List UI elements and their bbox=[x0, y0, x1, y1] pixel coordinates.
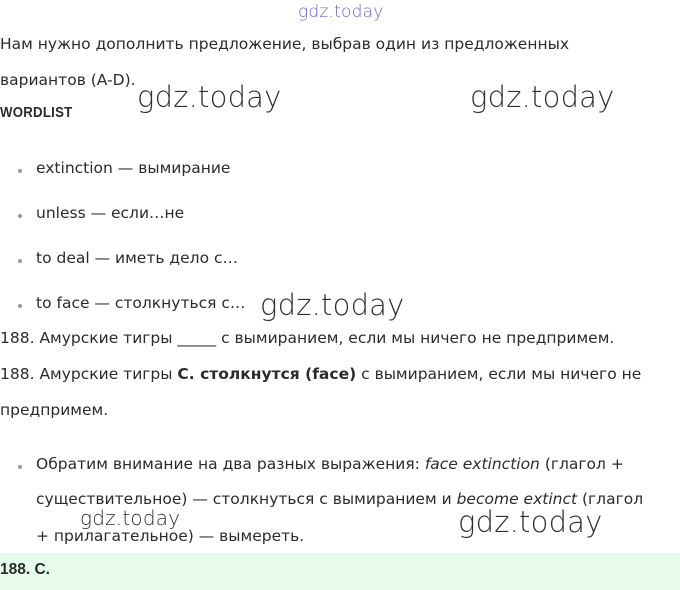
bullet-icon bbox=[18, 304, 22, 308]
answer-text: 188. C. bbox=[0, 561, 50, 578]
task-question: 188. Амурские тигры _____ с вымиранием, если мы ничего не предпримем. bbox=[0, 329, 615, 347]
bullet-icon bbox=[18, 214, 22, 218]
note-text: (глагол bbox=[577, 490, 644, 508]
wordlist-item: to deal — иметь дело с… bbox=[36, 249, 239, 267]
note-text: (глагол + bbox=[539, 455, 624, 473]
note-line-3: + прилагательное) — вымереть. bbox=[36, 527, 305, 545]
solution-prefix: 188. Амурские тигры bbox=[0, 365, 178, 383]
note-line-1 bbox=[36, 455, 624, 473]
wordlist-item: extinction — вымирание bbox=[36, 159, 231, 177]
note-expression: become extinct bbox=[456, 490, 578, 508]
intro-line-1: Нам нужно дополнить предложение, выбрав один из предложенных bbox=[0, 35, 570, 53]
answer-box bbox=[0, 553, 680, 590]
solution-answer: C. столкнутся (face) bbox=[177, 365, 357, 383]
task-solution-line-2: предпримем. bbox=[0, 401, 109, 419]
watermark: gdz.today bbox=[260, 288, 405, 322]
solution-suffix: с вымиранием, если мы ничего не bbox=[356, 365, 642, 383]
bullet-icon bbox=[18, 465, 22, 469]
bullet-icon bbox=[18, 259, 22, 263]
watermark: gdz.today bbox=[470, 80, 615, 114]
note-text: существительное) — столкнуться с вымиранием и bbox=[36, 490, 457, 508]
wordlist-item: unless — если…не bbox=[36, 204, 185, 222]
wordlist-item: to face — столкнуться с… bbox=[36, 294, 246, 312]
watermark: gdz.today bbox=[80, 506, 181, 530]
task-solution bbox=[0, 365, 641, 383]
watermark: gdz.today bbox=[458, 505, 603, 539]
watermark-top: gdz.today bbox=[298, 2, 384, 22]
note-expression: face extinction bbox=[424, 455, 540, 473]
intro-line-2: вариантов (A-D). bbox=[0, 71, 136, 89]
watermark: gdz.today bbox=[137, 80, 282, 114]
note-text: Обратим внимание на два разных выражения: bbox=[36, 455, 425, 473]
wordlist-heading: WORDLIST bbox=[0, 104, 73, 121]
bullet-icon bbox=[18, 169, 22, 173]
